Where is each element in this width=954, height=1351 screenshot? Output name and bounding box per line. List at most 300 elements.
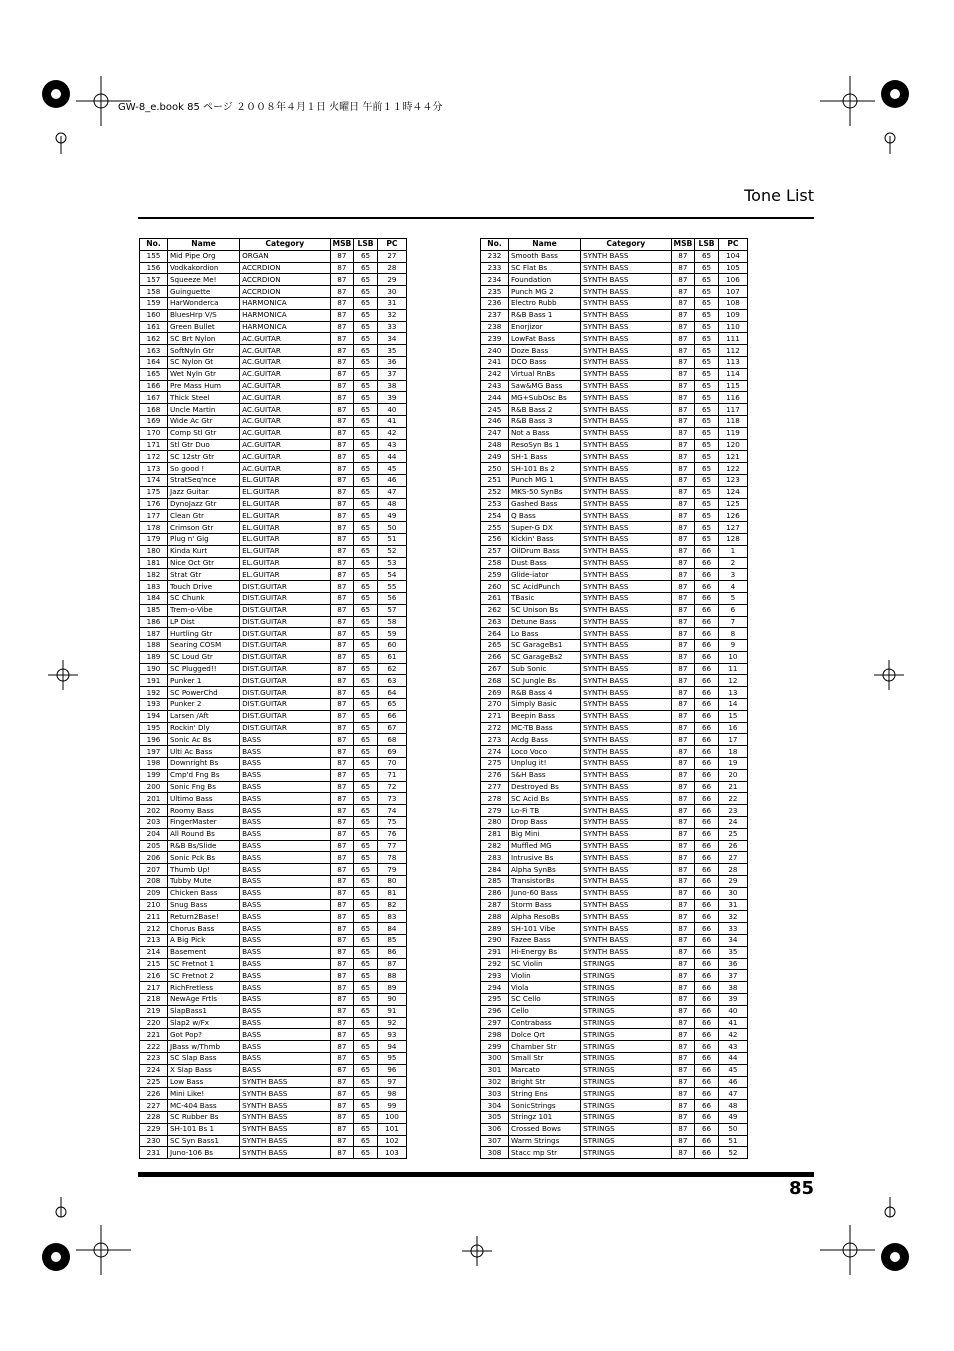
cell-msb: 87 [330, 1135, 354, 1147]
cell-name: FingerMaster [167, 817, 239, 829]
table-row [481, 864, 748, 876]
cell-pc: 67 [377, 722, 406, 734]
cell-no: 292 [481, 958, 509, 970]
cell-category: ACCRDION [240, 274, 330, 286]
cell-name: Lo Bass [508, 628, 580, 640]
table-row [140, 592, 407, 604]
cell-pc: 35 [377, 345, 406, 357]
table-row [481, 651, 748, 663]
cell-name: Warm Strings [508, 1135, 580, 1147]
cell-name: Loco Voco [508, 746, 580, 758]
cell-category: BASS [240, 840, 330, 852]
cell-pc: 39 [377, 392, 406, 404]
cell-no: 288 [481, 911, 509, 923]
cell-no: 198 [140, 758, 168, 770]
cell-lsb: 66 [695, 946, 719, 958]
cell-name: Alpha SynBs [508, 864, 580, 876]
cell-msb: 87 [330, 569, 354, 581]
cell-lsb: 66 [695, 828, 719, 840]
cell-pc: 50 [718, 1123, 747, 1135]
cell-pc: 81 [377, 887, 406, 899]
cell-msb: 87 [671, 887, 695, 899]
cell-msb: 87 [671, 262, 695, 274]
cell-lsb: 65 [695, 380, 719, 392]
cell-category: DIST.GUITAR [240, 663, 330, 675]
table-row [481, 935, 748, 947]
cell-msb: 87 [671, 793, 695, 805]
cell-category: STRINGS [581, 1064, 671, 1076]
cell-no: 234 [481, 274, 509, 286]
table-row [481, 510, 748, 522]
cell-name: Bright Str [508, 1076, 580, 1088]
cell-no: 229 [140, 1123, 168, 1135]
cell-pc: 127 [718, 522, 747, 534]
tone-table-left [139, 238, 407, 1159]
cell-category: SYNTH BASS [581, 250, 671, 262]
table-row [140, 581, 407, 593]
cell-lsb: 65 [354, 852, 378, 864]
cell-category: SYNTH BASS [581, 321, 671, 333]
cell-no: 239 [481, 333, 509, 345]
cell-pc: 49 [718, 1111, 747, 1123]
table-row [481, 1111, 748, 1123]
table-row [140, 1041, 407, 1053]
table-row [140, 958, 407, 970]
cell-msb: 87 [330, 510, 354, 522]
cell-lsb: 65 [354, 734, 378, 746]
cell-pc: 38 [377, 380, 406, 392]
table-row [481, 368, 748, 380]
cell-no: 205 [140, 840, 168, 852]
cell-msb: 87 [330, 380, 354, 392]
cell-name: Drop Bass [508, 817, 580, 829]
cell-name: Guinguette [167, 286, 239, 298]
cell-pc: 2 [718, 557, 747, 569]
cell-msb: 87 [330, 309, 354, 321]
cell-name: SC Acid Bs [508, 793, 580, 805]
cell-msb: 87 [671, 970, 695, 982]
cell-pc: 85 [377, 935, 406, 947]
table-row [140, 286, 407, 298]
table-row [481, 1029, 748, 1041]
cell-pc: 57 [377, 604, 406, 616]
cell-pc: 92 [377, 1017, 406, 1029]
cell-no: 231 [140, 1147, 168, 1159]
cell-lsb: 66 [695, 781, 719, 793]
cell-no: 201 [140, 793, 168, 805]
cell-msb: 87 [671, 380, 695, 392]
table-row [481, 274, 748, 286]
cell-pc: 103 [377, 1147, 406, 1159]
cell-lsb: 65 [354, 699, 378, 711]
cell-name: Chorus Bass [167, 923, 239, 935]
cell-pc: 29 [377, 274, 406, 286]
cell-lsb: 65 [695, 439, 719, 451]
table-row [481, 356, 748, 368]
cell-no: 291 [481, 946, 509, 958]
cell-lsb: 65 [354, 286, 378, 298]
cell-category: STRINGS [581, 982, 671, 994]
cell-msb: 87 [330, 781, 354, 793]
cell-name: MC-TB Bass [508, 722, 580, 734]
cell-lsb: 65 [354, 427, 378, 439]
cell-msb: 87 [330, 852, 354, 864]
cell-msb: 87 [671, 805, 695, 817]
table-row [481, 805, 748, 817]
table-row [140, 734, 407, 746]
cell-lsb: 65 [354, 746, 378, 758]
cell-msb: 87 [671, 1005, 695, 1017]
cell-lsb: 66 [695, 604, 719, 616]
cell-pc: 63 [377, 675, 406, 687]
cell-msb: 87 [330, 722, 354, 734]
cell-name: SC Rubber Bs [167, 1111, 239, 1123]
cell-category: SYNTH BASS [581, 663, 671, 675]
cell-category: BASS [240, 970, 330, 982]
crop-mark-mid-right [874, 660, 904, 690]
cell-category: AC.GUITAR [240, 415, 330, 427]
cell-lsb: 65 [354, 828, 378, 840]
cell-lsb: 65 [354, 1100, 378, 1112]
cell-no: 233 [481, 262, 509, 274]
cell-category: BASS [240, 1029, 330, 1041]
cell-pc: 52 [377, 545, 406, 557]
cell-name: SH-1 Bass [508, 451, 580, 463]
cell-no: 215 [140, 958, 168, 970]
cell-msb: 87 [671, 982, 695, 994]
cell-no: 193 [140, 699, 168, 711]
cell-pc: 72 [377, 781, 406, 793]
cell-no: 301 [481, 1064, 509, 1076]
cell-name: R&B Bass 1 [508, 309, 580, 321]
cell-msb: 87 [330, 1017, 354, 1029]
cell-lsb: 65 [354, 994, 378, 1006]
cell-msb: 87 [330, 758, 354, 770]
cell-name: SC Jungle Bs [508, 675, 580, 687]
cell-category: EL.GUITAR [240, 569, 330, 581]
cell-category: BASS [240, 769, 330, 781]
cell-category: SYNTH BASS [581, 533, 671, 545]
cell-msb: 87 [330, 1005, 354, 1017]
table-row [481, 309, 748, 321]
cell-name: Ulti Ac Bass [167, 746, 239, 758]
cell-name: SlapBass1 [167, 1005, 239, 1017]
cell-category: AC.GUITAR [240, 368, 330, 380]
cell-category: BASS [240, 758, 330, 770]
cell-lsb: 66 [695, 675, 719, 687]
cell-msb: 87 [671, 1041, 695, 1053]
cell-no: 168 [140, 404, 168, 416]
cell-name: OilDrum Bass [508, 545, 580, 557]
table-row [481, 734, 748, 746]
table-row [481, 946, 748, 958]
cell-no: 187 [140, 628, 168, 640]
table-row [481, 828, 748, 840]
cell-lsb: 65 [695, 451, 719, 463]
cell-lsb: 66 [695, 1111, 719, 1123]
cell-pc: 114 [718, 368, 747, 380]
cell-category: SYNTH BASS [581, 262, 671, 274]
cell-no: 236 [481, 297, 509, 309]
cell-pc: 115 [718, 380, 747, 392]
cell-no: 226 [140, 1088, 168, 1100]
column-header-lsb: LSB [354, 239, 378, 251]
cell-no: 247 [481, 427, 509, 439]
cell-msb: 87 [671, 958, 695, 970]
cell-category: SYNTH BASS [240, 1088, 330, 1100]
cell-no: 303 [481, 1088, 509, 1100]
table-row [140, 722, 407, 734]
cell-category: SYNTH BASS [581, 604, 671, 616]
cell-pc: 42 [377, 427, 406, 439]
cell-msb: 87 [671, 1029, 695, 1041]
cell-name: Juno-106 Bs [167, 1147, 239, 1159]
cell-pc: 102 [377, 1135, 406, 1147]
cell-no: 157 [140, 274, 168, 286]
table-row [481, 923, 748, 935]
cell-pc: 68 [377, 734, 406, 746]
cell-pc: 73 [377, 793, 406, 805]
cell-msb: 87 [330, 970, 354, 982]
cell-msb: 87 [671, 451, 695, 463]
cell-category: AC.GUITAR [240, 427, 330, 439]
cell-no: 212 [140, 923, 168, 935]
column-header-no: No. [481, 239, 509, 251]
cell-lsb: 65 [354, 522, 378, 534]
cell-pc: 7 [718, 616, 747, 628]
cell-msb: 87 [671, 333, 695, 345]
cell-name: Stl Gtr Duo [167, 439, 239, 451]
cell-category: DIST.GUITAR [240, 722, 330, 734]
cell-name: S&H Bass [508, 769, 580, 781]
cell-msb: 87 [330, 946, 354, 958]
cell-lsb: 66 [695, 864, 719, 876]
cell-category: BASS [240, 887, 330, 899]
cell-name: Uncle Martin [167, 404, 239, 416]
cell-name: Sonic Ac Bs [167, 734, 239, 746]
cell-name: Gashed Bass [508, 498, 580, 510]
cell-msb: 87 [671, 427, 695, 439]
cell-pc: 14 [718, 699, 747, 711]
cell-lsb: 65 [354, 1029, 378, 1041]
cell-pc: 28 [718, 864, 747, 876]
cell-category: SYNTH BASS [240, 1076, 330, 1088]
cell-no: 160 [140, 309, 168, 321]
cell-name: Big Mini [508, 828, 580, 840]
cell-msb: 87 [330, 286, 354, 298]
cell-name: Small Str [508, 1052, 580, 1064]
cell-lsb: 66 [695, 722, 719, 734]
cell-name: Chicken Bass [167, 887, 239, 899]
cell-no: 245 [481, 404, 509, 416]
cell-lsb: 65 [695, 533, 719, 545]
column-header-msb: MSB [330, 239, 354, 251]
cell-lsb: 65 [354, 557, 378, 569]
table-row [140, 970, 407, 982]
table-row [140, 569, 407, 581]
cell-category: DIST.GUITAR [240, 628, 330, 640]
cell-category: ACCRDION [240, 262, 330, 274]
cell-no: 178 [140, 522, 168, 534]
cell-pc: 46 [718, 1076, 747, 1088]
cell-name: SC AcidPunch [508, 581, 580, 593]
table-row [481, 1017, 748, 1029]
cell-pc: 23 [718, 805, 747, 817]
cell-msb: 87 [330, 1123, 354, 1135]
cell-no: 185 [140, 604, 168, 616]
cell-msb: 87 [330, 651, 354, 663]
cell-msb: 87 [671, 415, 695, 427]
cell-no: 249 [481, 451, 509, 463]
cell-msb: 87 [330, 274, 354, 286]
table-row [481, 687, 748, 699]
cell-msb: 87 [671, 286, 695, 298]
cell-msb: 87 [330, 439, 354, 451]
cell-pc: 28 [377, 262, 406, 274]
cell-pc: 11 [718, 663, 747, 675]
cell-pc: 64 [377, 687, 406, 699]
cell-msb: 87 [330, 769, 354, 781]
table-row [140, 262, 407, 274]
table-row [140, 522, 407, 534]
cell-name: Mini Like! [167, 1088, 239, 1100]
table-row [481, 781, 748, 793]
cell-msb: 87 [671, 769, 695, 781]
cell-lsb: 65 [695, 250, 719, 262]
cell-lsb: 66 [695, 746, 719, 758]
cell-no: 184 [140, 592, 168, 604]
cell-category: BASS [240, 1064, 330, 1076]
column-header-no: No. [140, 239, 168, 251]
cell-lsb: 66 [695, 758, 719, 770]
cell-pc: 91 [377, 1005, 406, 1017]
cell-lsb: 65 [354, 911, 378, 923]
cell-pc: 15 [718, 710, 747, 722]
cell-no: 194 [140, 710, 168, 722]
cell-msb: 87 [330, 710, 354, 722]
table-row [140, 451, 407, 463]
cell-msb: 87 [671, 356, 695, 368]
cell-lsb: 65 [695, 274, 719, 286]
cell-lsb: 65 [354, 368, 378, 380]
cell-lsb: 65 [354, 498, 378, 510]
table-row [481, 463, 748, 475]
cell-msb: 87 [330, 1064, 354, 1076]
cell-no: 218 [140, 994, 168, 1006]
cell-name: JBass w/Thmb [167, 1041, 239, 1053]
table-row [481, 958, 748, 970]
cell-no: 191 [140, 675, 168, 687]
crop-mark-bottom-left [36, 1195, 136, 1285]
cell-msb: 87 [330, 1076, 354, 1088]
cell-msb: 87 [330, 734, 354, 746]
cell-pc: 44 [718, 1052, 747, 1064]
cell-lsb: 66 [695, 923, 719, 935]
table-row [481, 545, 748, 557]
table-row [481, 1052, 748, 1064]
cell-category: BASS [240, 864, 330, 876]
table-row [481, 345, 748, 357]
cell-msb: 87 [671, 1123, 695, 1135]
cell-no: 213 [140, 935, 168, 947]
table-row [140, 1111, 407, 1123]
cell-no: 250 [481, 463, 509, 475]
cell-msb: 87 [330, 392, 354, 404]
cell-category: BASS [240, 911, 330, 923]
cell-pc: 87 [377, 958, 406, 970]
table-row [140, 1123, 407, 1135]
cell-lsb: 65 [695, 404, 719, 416]
cell-category: SYNTH BASS [581, 274, 671, 286]
cell-category: EL.GUITAR [240, 486, 330, 498]
cell-no: 174 [140, 474, 168, 486]
table-row [140, 510, 407, 522]
cell-no: 297 [481, 1017, 509, 1029]
cell-no: 223 [140, 1052, 168, 1064]
cell-name: Contrabass [508, 1017, 580, 1029]
cell-no: 280 [481, 817, 509, 829]
cell-msb: 87 [671, 1111, 695, 1123]
table-row [481, 451, 748, 463]
cell-no: 242 [481, 368, 509, 380]
cell-lsb: 66 [695, 663, 719, 675]
cell-name: SoftNyln Gtr [167, 345, 239, 357]
table-row [481, 675, 748, 687]
column-header-pc: PC [718, 239, 747, 251]
cell-lsb: 65 [354, 958, 378, 970]
cell-lsb: 65 [354, 876, 378, 888]
cell-msb: 87 [671, 1052, 695, 1064]
cell-no: 197 [140, 746, 168, 758]
cell-no: 299 [481, 1041, 509, 1053]
cell-lsb: 66 [695, 734, 719, 746]
cell-no: 285 [481, 876, 509, 888]
cell-category: SYNTH BASS [581, 946, 671, 958]
cell-category: SYNTH BASS [581, 486, 671, 498]
cell-category: SYNTH BASS [581, 569, 671, 581]
cell-category: STRINGS [581, 1100, 671, 1112]
cell-msb: 87 [330, 982, 354, 994]
cell-name: StratSeq'nce [167, 474, 239, 486]
cell-lsb: 66 [695, 1052, 719, 1064]
cell-name: ResoSyn Bs 1 [508, 439, 580, 451]
cell-category: SYNTH BASS [581, 793, 671, 805]
cell-no: 216 [140, 970, 168, 982]
cell-no: 293 [481, 970, 509, 982]
cell-no: 275 [481, 758, 509, 770]
cell-name: Low Bass [167, 1076, 239, 1088]
cell-pc: 79 [377, 864, 406, 876]
table-row [481, 286, 748, 298]
cell-pc: 42 [718, 1029, 747, 1041]
cell-msb: 87 [671, 946, 695, 958]
cell-category: DIST.GUITAR [240, 687, 330, 699]
cell-name: R&B Bs/Slide [167, 840, 239, 852]
cell-category: SYNTH BASS [581, 498, 671, 510]
table-row [140, 769, 407, 781]
cell-lsb: 65 [695, 356, 719, 368]
cell-name: SC Unison Bs [508, 604, 580, 616]
cell-no: 240 [481, 345, 509, 357]
cell-category: SYNTH BASS [581, 345, 671, 357]
cell-category: EL.GUITAR [240, 545, 330, 557]
cell-msb: 87 [671, 1147, 695, 1159]
cell-name: R&B Bass 2 [508, 404, 580, 416]
cell-name: Smooth Bass [508, 250, 580, 262]
cell-name: Alpha ResoBs [508, 911, 580, 923]
table-row [481, 297, 748, 309]
cell-msb: 87 [671, 1100, 695, 1112]
